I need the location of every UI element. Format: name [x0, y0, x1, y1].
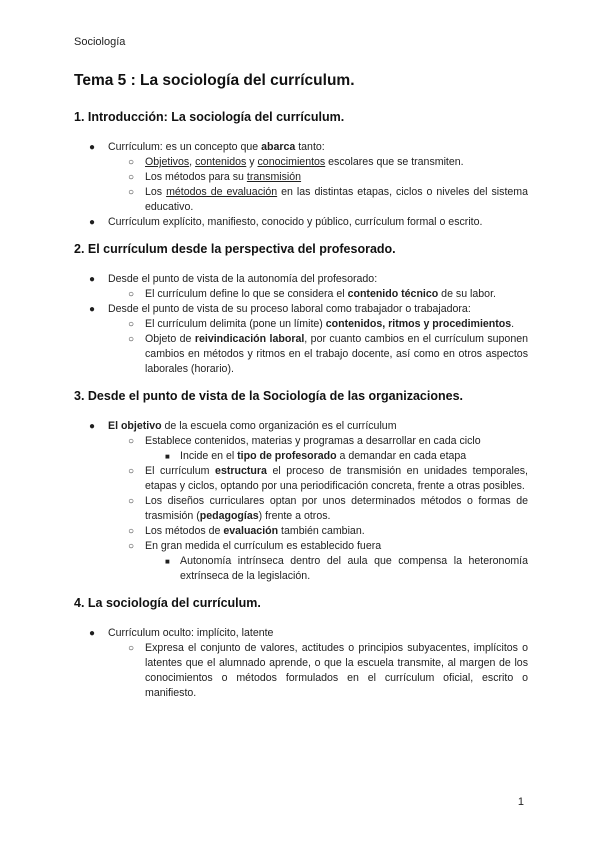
- disc-bullet-icon: ●: [89, 421, 96, 432]
- text: Currículum oculto: implícito, latente: [108, 627, 274, 639]
- disc-bullet-icon: ●: [89, 217, 96, 228]
- list-item: [74, 626, 528, 641]
- text: a demandar en cada etapa: [336, 450, 467, 462]
- list-item: [74, 539, 528, 554]
- text: ,: [189, 156, 196, 168]
- text: tanto:: [295, 141, 325, 153]
- text: de su labor.: [438, 288, 496, 300]
- bold-text: evaluación: [223, 525, 279, 537]
- section-1: [74, 110, 528, 230]
- text: Desde el punto de vista de la autonomía del profesorado:: [108, 273, 378, 285]
- text: también cambian.: [278, 525, 365, 537]
- disc-bullet-icon: ●: [89, 304, 96, 315]
- underlined-text: contenidos: [195, 156, 247, 168]
- section-3-heading: 3. Desde el punto de vista de la Sociología de las organizaciones.: [74, 389, 464, 403]
- text: Incide en el: [180, 450, 238, 462]
- list-item: [74, 155, 528, 170]
- section-4-list: [74, 626, 528, 701]
- section-2: [74, 242, 528, 377]
- text: Desde el punto de vista de su proceso laboral como trabajador o trabajadora:: [108, 303, 471, 315]
- list-item: [74, 494, 528, 524]
- square-bullet-icon: ■: [165, 452, 170, 461]
- list-item: [74, 419, 528, 434]
- text: Los métodos para su: [145, 171, 247, 183]
- text: En gran medida el currículum es establecido fuera: [145, 540, 382, 552]
- circle-bullet-icon: ○: [128, 466, 135, 477]
- bold-text: contenido técnico: [347, 288, 439, 300]
- section-4-heading: 4. La sociología del currículum.: [74, 596, 261, 610]
- list-item: [74, 464, 528, 494]
- bold-text: contenidos, ritmos y procedimientos: [325, 318, 512, 330]
- list-item: [74, 215, 528, 230]
- list-item: [74, 317, 528, 332]
- page-title: Tema 5 : La sociología del currículum.: [74, 72, 355, 89]
- section-3: [74, 389, 528, 584]
- list-item: [74, 272, 528, 287]
- text: en las distintas etapas, ciclos o niveles del sistema educativo.: [145, 186, 528, 213]
- list-item: [74, 434, 528, 449]
- section-1-list: [74, 140, 528, 230]
- list-item: [74, 554, 528, 584]
- text: Establece contenidos, materias y programas a desarrollar en cada ciclo: [145, 435, 481, 447]
- list-item: [74, 170, 528, 185]
- section-2-list: [74, 272, 528, 377]
- bold-text: pedagogías: [199, 510, 259, 522]
- section-1-heading: 1. Introducción: La sociología del currículum.: [74, 110, 345, 124]
- text: y: [246, 156, 258, 168]
- list-item: [74, 524, 528, 539]
- circle-bullet-icon: ○: [128, 334, 135, 345]
- list-item: [74, 332, 528, 377]
- circle-bullet-icon: ○: [128, 319, 135, 330]
- text: El currículum: [145, 465, 216, 477]
- text: Los: [145, 186, 167, 198]
- underlined-text: Objetivos: [145, 156, 190, 168]
- underlined-text: conocimientos: [257, 156, 326, 168]
- bold-text: reivindicación laboral: [194, 333, 305, 345]
- disc-bullet-icon: ●: [89, 628, 96, 639]
- section-3-list: [74, 419, 528, 584]
- text: El currículum delimita (pone un límite): [145, 318, 326, 330]
- text: Los métodos de: [145, 525, 224, 537]
- text: escolares que se transmiten.: [325, 156, 464, 168]
- list-item: [74, 641, 528, 701]
- section-2-heading: 2. El currículum desde la perspectiva del profesorado.: [74, 242, 396, 256]
- circle-bullet-icon: ○: [128, 541, 135, 552]
- text: Objeto de: [145, 333, 195, 345]
- underlined-text: transmisión: [246, 171, 302, 183]
- text: , por cuanto cambios en el currículum suponen cambios en métodos y ritmos en el trabajo docente, así como en otros aspectos laborales (horario).: [145, 333, 528, 375]
- text: .: [511, 318, 515, 330]
- text: Los diseños curriculares optan por unos determinados métodos o formas de trasmisión (: [145, 495, 528, 522]
- disc-bullet-icon: ●: [89, 274, 96, 285]
- list-item: [74, 185, 528, 215]
- disc-bullet-icon: ●: [89, 142, 96, 153]
- circle-bullet-icon: ○: [128, 289, 135, 300]
- list-item: [74, 449, 528, 464]
- text: Currículum explícito, manifiesto, conocido y público, currículum formal o escrito.: [108, 216, 483, 228]
- text: de la escuela como organización es el currículum: [161, 420, 397, 432]
- list-item: [74, 140, 528, 155]
- square-bullet-icon: ■: [165, 557, 170, 566]
- text: Currículum: es un concepto que: [108, 141, 262, 153]
- underlined-text: métodos de evaluación: [166, 186, 278, 198]
- page-header: Sociología: [74, 36, 126, 48]
- text: Expresa el conjunto de valores, actitudes o principios subyacentes, implícitos o latentes que el alumnado aprende, o que la escuela transmite, al margen de los conocimientos o métodos formulados en el currículum oficial, escrito o manifiesto.: [145, 642, 528, 699]
- bold-text: El objetivo: [108, 420, 162, 432]
- circle-bullet-icon: ○: [128, 187, 135, 198]
- circle-bullet-icon: ○: [128, 496, 135, 507]
- text: Autonomía intrínseca dentro del aula que compensa la heteronomía extrínseca de la legislación.: [180, 555, 528, 582]
- bold-text: tipo de profesorado: [237, 450, 337, 462]
- bold-text: estructura: [215, 465, 267, 477]
- circle-bullet-icon: ○: [128, 436, 135, 447]
- bold-text: abarca: [261, 141, 296, 153]
- circle-bullet-icon: ○: [128, 172, 135, 183]
- text: ) frente a otros.: [258, 510, 331, 522]
- circle-bullet-icon: ○: [128, 643, 135, 654]
- circle-bullet-icon: ○: [128, 157, 135, 168]
- document-body: [74, 72, 528, 713]
- page-number: 1: [517, 796, 524, 808]
- section-4: [74, 596, 528, 701]
- list-item: [74, 302, 528, 317]
- list-item: [74, 287, 528, 302]
- text: el proceso de transmisión en unidades temporales, etapas y ciclos, optando por una periodificación concreta, frente a otras posibles.: [145, 465, 528, 492]
- circle-bullet-icon: ○: [128, 526, 135, 537]
- text: El currículum define lo que se considera el: [145, 288, 348, 300]
